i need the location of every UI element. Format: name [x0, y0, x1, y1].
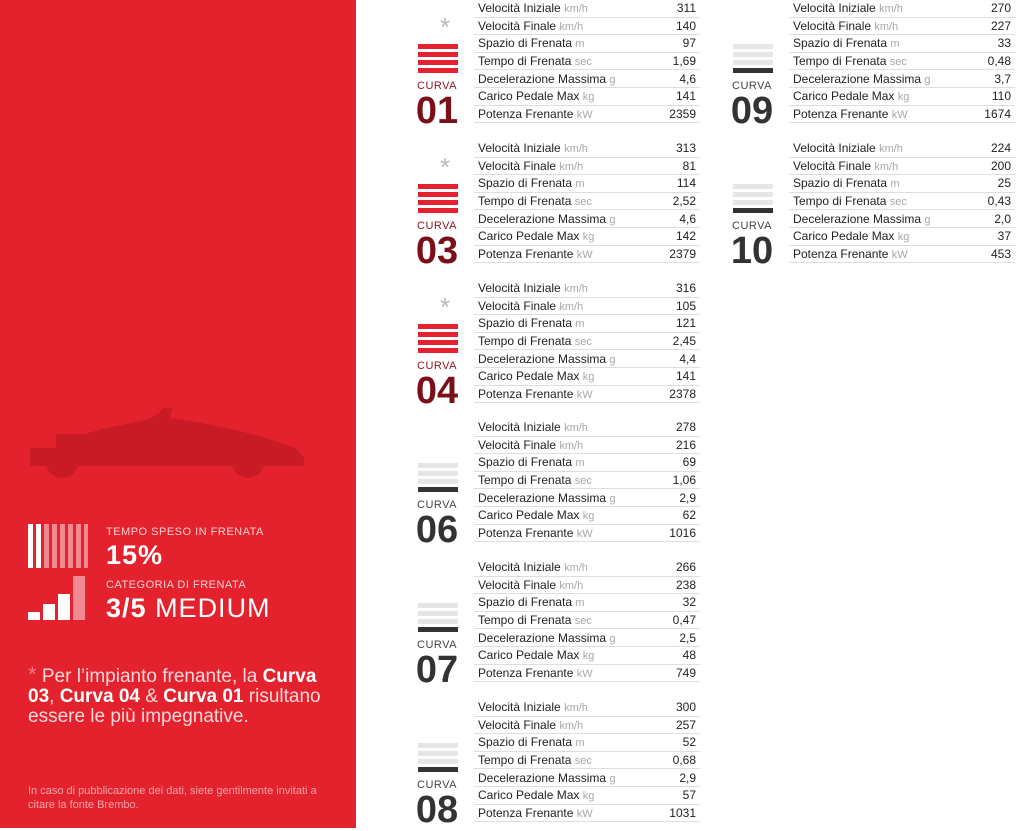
- stat-value: 2,0: [978, 210, 1015, 228]
- curve-number: 09: [730, 90, 774, 132]
- curve-badge: [400, 0, 474, 132]
- table-row: [474, 315, 700, 333]
- stat-value: 313: [660, 140, 700, 157]
- curve-label: CURVA: [417, 220, 457, 232]
- stat-unit: sec: [574, 475, 592, 488]
- stat-value: 270: [975, 0, 1015, 17]
- stat-name: Velocità Finale km/h: [474, 157, 660, 175]
- hardest-curves-note: * Per l’impianto frenante, la Curva 03, Curva 04 & Curva 01 risultano essere le più impegnative.: [28, 662, 321, 727]
- table-row: [474, 751, 700, 769]
- stat-value: 257: [660, 716, 700, 734]
- stat-name: Velocità Finale km/h: [474, 17, 660, 35]
- stat-name: Potenza Frenante kW: [474, 804, 660, 822]
- table-row: [789, 227, 1015, 245]
- stat-name: Decelerazione Massima g: [474, 350, 660, 368]
- stat-value: 62: [660, 506, 700, 524]
- stat-unit: kW: [576, 248, 593, 261]
- stat-value: 227: [975, 17, 1015, 35]
- curve-block-07: [400, 559, 700, 691]
- stat-name: Potenza Frenante kW: [789, 105, 975, 123]
- time-bars-icon: [28, 524, 88, 568]
- stat-unit: km/h: [564, 3, 588, 16]
- brake-intensity-icon: [733, 44, 773, 76]
- stat-unit: kg: [897, 231, 910, 244]
- f1-car-silhouette-icon: [26, 408, 306, 480]
- stat-unit: sec: [574, 755, 592, 768]
- stat-name: Spazio di Frenata m: [474, 734, 660, 752]
- stat-name: Velocità Iniziale km/h: [474, 699, 660, 716]
- table-row: [474, 629, 700, 647]
- stat-value: 749: [663, 664, 700, 682]
- curve-stats-table: [474, 699, 700, 822]
- stat-value: 2378: [660, 385, 700, 403]
- stat-value: 110: [975, 87, 1015, 105]
- brake-intensity-icon: [733, 184, 773, 216]
- stat-unit: g: [609, 353, 616, 366]
- table-row: [474, 280, 700, 297]
- curve-block-03: [400, 140, 700, 272]
- stat-name: Decelerazione Massima g: [474, 489, 660, 507]
- curve-number: 08: [415, 789, 459, 831]
- table-row: [474, 436, 700, 454]
- stat-name: Tempo di Frenata sec: [474, 751, 660, 769]
- stat-name: Carico Pedale Max kg: [789, 87, 975, 105]
- curve-block-10: [715, 140, 1015, 272]
- table-row: [474, 35, 700, 53]
- table-row: [474, 52, 700, 70]
- stat-unit: kg: [582, 371, 595, 384]
- stat-value: 311: [660, 0, 700, 17]
- source-credit: In caso di pubblicazione dei dati, siete gentilmente invitati a citare la fonte Brembo.: [28, 785, 317, 811]
- asterisk-icon: *: [440, 292, 451, 322]
- stat-unit: km/h: [559, 160, 584, 173]
- stat-name: Velocità Iniziale km/h: [474, 140, 660, 157]
- stat-unit: km/h: [559, 439, 584, 452]
- stat-unit: sec: [889, 196, 907, 209]
- stat-unit: kW: [576, 388, 593, 401]
- curve-block-06: [400, 419, 700, 551]
- table-row: [789, 157, 1015, 175]
- stat-name: Decelerazione Massima g: [474, 629, 663, 647]
- stat-value: 32: [663, 594, 700, 612]
- stat-name: Velocità Iniziale km/h: [474, 0, 660, 17]
- curve-badge: [715, 140, 789, 272]
- curve-stats-table: [789, 140, 1015, 263]
- stat-value: 2,45: [660, 332, 700, 350]
- stat-name: Velocità Iniziale km/h: [474, 559, 663, 576]
- table-row: [789, 175, 1015, 193]
- curve-block-04: [400, 280, 700, 412]
- stat-name: Velocità Finale km/h: [789, 17, 975, 35]
- stat-value: 37: [978, 227, 1015, 245]
- stat-name: Carico Pedale Max kg: [789, 227, 978, 245]
- brake-intensity-icon: [418, 184, 458, 216]
- stat-name: Velocità Iniziale km/h: [474, 419, 660, 436]
- stat-value: 316: [660, 280, 700, 297]
- table-row: [474, 664, 700, 682]
- braking-time-value: 15%: [106, 540, 164, 570]
- stat-value: 4,6: [660, 70, 700, 88]
- stat-value: 81: [660, 157, 700, 175]
- stat-unit: km/h: [564, 702, 588, 715]
- stat-value: 142: [660, 227, 700, 245]
- table-row: [474, 576, 700, 594]
- stat-name: Decelerazione Massima g: [789, 70, 975, 88]
- curve-label: CURVA: [732, 220, 772, 232]
- table-row: [474, 87, 700, 105]
- stat-value: 1,06: [660, 471, 700, 489]
- braking-category-label: CATEGORIA DI FRENATA: [106, 579, 247, 591]
- asterisk-icon: *: [440, 152, 451, 182]
- stat-value: 0,48: [975, 52, 1015, 70]
- braking-category-value: 3/5 MEDIUM: [106, 593, 271, 623]
- stat-value: 1,69: [660, 52, 700, 70]
- stat-unit: kW: [576, 807, 593, 820]
- table-row: [474, 699, 700, 716]
- table-row: [474, 559, 700, 576]
- curve-badge: [400, 280, 474, 412]
- stat-value: 0,68: [660, 751, 700, 769]
- stat-value: 2,5: [663, 629, 700, 647]
- stat-name: Spazio di Frenata m: [789, 175, 978, 193]
- stat-value: 4,6: [660, 210, 700, 228]
- stat-unit: m: [890, 38, 900, 51]
- table-row: [474, 140, 700, 157]
- stat-value: 2379: [660, 245, 700, 263]
- table-row: [789, 140, 1015, 157]
- stat-unit: m: [575, 737, 585, 750]
- stat-value: 48: [663, 646, 700, 664]
- stat-name: Potenza Frenante kW: [474, 664, 663, 682]
- stat-name: Tempo di Frenata sec: [474, 611, 663, 629]
- curve-label: CURVA: [417, 779, 457, 791]
- curve-badge: [400, 559, 474, 691]
- stat-name: Carico Pedale Max kg: [474, 87, 660, 105]
- stat-name: Spazio di Frenata m: [474, 594, 663, 612]
- curve-stats-table: [474, 559, 700, 682]
- stat-name: Potenza Frenante kW: [474, 385, 660, 403]
- curve-stats-table: [474, 280, 700, 403]
- stat-unit: sec: [574, 615, 592, 628]
- stat-unit: sec: [574, 196, 592, 209]
- table-row: [789, 105, 1015, 123]
- stat-unit: km/h: [559, 579, 584, 592]
- table-row: [474, 367, 700, 385]
- stat-value: 4,4: [660, 350, 700, 368]
- brake-intensity-icon: [418, 743, 458, 775]
- stat-name: Tempo di Frenata sec: [474, 332, 660, 350]
- curve-number: 04: [415, 370, 459, 412]
- table-row: [474, 471, 700, 489]
- curve-number: 01: [415, 90, 459, 132]
- stat-name: Tempo di Frenata sec: [474, 471, 660, 489]
- stat-unit: km/h: [564, 422, 588, 435]
- stat-name: Potenza Frenante kW: [474, 524, 660, 542]
- stat-name: Potenza Frenante kW: [789, 245, 978, 263]
- stat-unit: kg: [582, 650, 595, 663]
- stat-unit: g: [609, 772, 616, 785]
- stat-name: Velocità Iniziale km/h: [789, 140, 978, 157]
- stat-name: Tempo di Frenata sec: [789, 52, 975, 70]
- stat-value: 2,9: [660, 489, 700, 507]
- stat-name: Spazio di Frenata m: [474, 315, 660, 333]
- stat-unit: kg: [582, 231, 595, 244]
- stat-value: 141: [660, 87, 700, 105]
- stat-unit: kg: [897, 91, 910, 104]
- stat-name: Potenza Frenante kW: [474, 245, 660, 263]
- table-row: [474, 506, 700, 524]
- table-row: [789, 245, 1015, 263]
- stat-unit: km/h: [874, 20, 899, 33]
- stat-unit: g: [609, 73, 616, 86]
- stat-value: 2,9: [660, 769, 700, 787]
- table-row: [474, 210, 700, 228]
- curve-label: CURVA: [417, 639, 457, 651]
- stat-unit: sec: [574, 336, 592, 349]
- stat-name: Carico Pedale Max kg: [474, 646, 663, 664]
- table-row: [474, 227, 700, 245]
- stat-value: 97: [660, 35, 700, 53]
- stat-unit: g: [609, 213, 616, 226]
- stat-name: Velocità Finale km/h: [474, 576, 663, 594]
- braking-time-label: TEMPO SPESO IN FRENATA: [106, 526, 264, 538]
- stat-unit: g: [609, 492, 616, 505]
- stat-value: 3,7: [975, 70, 1015, 88]
- stat-value: 216: [660, 436, 700, 454]
- stat-name: Velocità Iniziale km/h: [789, 0, 975, 17]
- table-row: [474, 350, 700, 368]
- stat-name: Velocità Finale km/h: [474, 436, 660, 454]
- stat-unit: kW: [576, 527, 593, 540]
- table-row: [474, 297, 700, 315]
- stat-value: 1674: [975, 105, 1015, 123]
- stat-name: Spazio di Frenata m: [474, 454, 660, 472]
- brake-intensity-icon: [418, 44, 458, 76]
- stat-name: Spazio di Frenata m: [789, 35, 975, 53]
- table-row: [474, 734, 700, 752]
- stat-value: 266: [663, 559, 700, 576]
- table-row: [789, 192, 1015, 210]
- stat-unit: m: [575, 38, 585, 51]
- stat-name: Velocità Finale km/h: [474, 297, 660, 315]
- stat-unit: kW: [576, 108, 593, 121]
- stat-unit: m: [575, 597, 585, 610]
- stat-name: Tempo di Frenata sec: [789, 192, 978, 210]
- table-row: [789, 210, 1015, 228]
- curve-badge: [400, 140, 474, 272]
- curve-label: CURVA: [732, 80, 772, 92]
- table-row: [789, 35, 1015, 53]
- stat-unit: km/h: [879, 143, 903, 156]
- stat-unit: g: [924, 213, 931, 226]
- table-row: [474, 105, 700, 123]
- stat-name: Velocità Finale km/h: [789, 157, 978, 175]
- table-row: [474, 70, 700, 88]
- stat-unit: m: [575, 457, 585, 470]
- stat-unit: g: [924, 73, 931, 86]
- stat-unit: sec: [889, 56, 907, 69]
- table-row: [474, 524, 700, 542]
- stat-value: 121: [660, 315, 700, 333]
- stat-value: 33: [975, 35, 1015, 53]
- stat-unit: kg: [582, 91, 595, 104]
- table-row: [789, 0, 1015, 17]
- stat-name: Velocità Finale km/h: [474, 716, 660, 734]
- asterisk-icon: *: [440, 12, 451, 42]
- curve-label: CURVA: [417, 360, 457, 372]
- stat-value: 57: [660, 786, 700, 804]
- stat-value: 2,52: [660, 192, 700, 210]
- stat-name: Carico Pedale Max kg: [474, 506, 660, 524]
- stat-unit: kW: [891, 108, 908, 121]
- table-row: [474, 157, 700, 175]
- stat-name: Tempo di Frenata sec: [474, 192, 660, 210]
- table-row: [474, 419, 700, 436]
- curve-stats-table: [474, 140, 700, 263]
- stat-value: 105: [660, 297, 700, 315]
- stat-name: Carico Pedale Max kg: [474, 367, 660, 385]
- stat-unit: km/h: [559, 20, 584, 33]
- stat-unit: m: [575, 318, 585, 331]
- table-row: [474, 594, 700, 612]
- stat-unit: sec: [574, 56, 592, 69]
- stat-unit: kg: [582, 510, 595, 523]
- stat-value: 1016: [660, 524, 700, 542]
- stat-name: Potenza Frenante kW: [474, 105, 660, 123]
- stat-value: 0,47: [663, 611, 700, 629]
- stat-name: Spazio di Frenata m: [474, 175, 660, 193]
- curve-block-08: [400, 699, 700, 831]
- curve-number: 03: [415, 230, 459, 272]
- curve-number: 07: [415, 649, 459, 691]
- stat-value: 238: [663, 576, 700, 594]
- stat-name: Decelerazione Massima g: [474, 70, 660, 88]
- stat-unit: km/h: [559, 719, 584, 732]
- stat-unit: kg: [582, 790, 595, 803]
- curve-badge: [400, 699, 474, 831]
- table-row: [474, 716, 700, 734]
- stat-unit: km/h: [874, 160, 899, 173]
- stat-unit: km/h: [564, 562, 588, 575]
- table-row: [474, 0, 700, 17]
- curve-stats-table: [474, 0, 700, 123]
- stat-value: 1031: [660, 804, 700, 822]
- table-row: [789, 87, 1015, 105]
- table-row: [474, 804, 700, 822]
- stat-unit: km/h: [564, 283, 588, 296]
- table-row: [474, 489, 700, 507]
- brake-intensity-icon: [418, 603, 458, 635]
- table-row: [474, 17, 700, 35]
- stat-value: 114: [660, 175, 700, 193]
- table-row: [474, 332, 700, 350]
- table-row: [474, 646, 700, 664]
- stat-value: 200: [978, 157, 1015, 175]
- stat-unit: km/h: [879, 3, 903, 16]
- stat-name: Decelerazione Massima g: [474, 769, 660, 787]
- curve-badge: [715, 0, 789, 132]
- table-row: [789, 17, 1015, 35]
- stat-value: 2359: [660, 105, 700, 123]
- curve-block-09: [715, 0, 1015, 132]
- stat-unit: m: [890, 178, 900, 191]
- curve-block-01: [400, 0, 700, 132]
- table-row: [474, 245, 700, 263]
- brake-intensity-icon: [418, 324, 458, 356]
- stat-name: Carico Pedale Max kg: [474, 786, 660, 804]
- stat-value: 141: [660, 367, 700, 385]
- stat-name: Velocità Iniziale km/h: [474, 280, 660, 297]
- curve-stats-table: [789, 0, 1015, 123]
- table-row: [474, 454, 700, 472]
- stat-value: 453: [978, 245, 1015, 263]
- stat-value: 140: [660, 17, 700, 35]
- table-row: [474, 175, 700, 193]
- stat-unit: kW: [891, 248, 908, 261]
- stat-value: 0,43: [978, 192, 1015, 210]
- stat-unit: km/h: [564, 143, 588, 156]
- table-row: [789, 52, 1015, 70]
- curve-stats-table: [474, 419, 700, 542]
- table-row: [474, 192, 700, 210]
- table-row: [474, 611, 700, 629]
- brake-intensity-icon: [418, 463, 458, 495]
- curve-number: 10: [730, 230, 774, 272]
- curve-label: CURVA: [417, 80, 457, 92]
- curve-badge: [400, 419, 474, 551]
- table-row: [789, 70, 1015, 88]
- table-row: [474, 786, 700, 804]
- sidebar-panel: [0, 0, 356, 828]
- category-steps-icon: [28, 576, 88, 620]
- stat-name: Spazio di Frenata m: [474, 35, 660, 53]
- stat-value: 25: [978, 175, 1015, 193]
- table-row: [474, 385, 700, 403]
- table-row: [474, 769, 700, 787]
- stat-value: 69: [660, 454, 700, 472]
- curve-label: CURVA: [417, 499, 457, 511]
- stat-name: Carico Pedale Max kg: [474, 227, 660, 245]
- stat-value: 278: [660, 419, 700, 436]
- stat-name: Decelerazione Massima g: [474, 210, 660, 228]
- stat-value: 52: [660, 734, 700, 752]
- stat-value: 300: [660, 699, 700, 716]
- curve-number: 06: [415, 509, 459, 551]
- stat-unit: kW: [576, 667, 593, 680]
- stat-unit: km/h: [559, 300, 584, 313]
- stat-unit: m: [575, 178, 585, 191]
- stat-value: 224: [978, 140, 1015, 157]
- stat-unit: g: [609, 632, 616, 645]
- stat-name: Tempo di Frenata sec: [474, 52, 660, 70]
- stat-name: Decelerazione Massima g: [789, 210, 978, 228]
